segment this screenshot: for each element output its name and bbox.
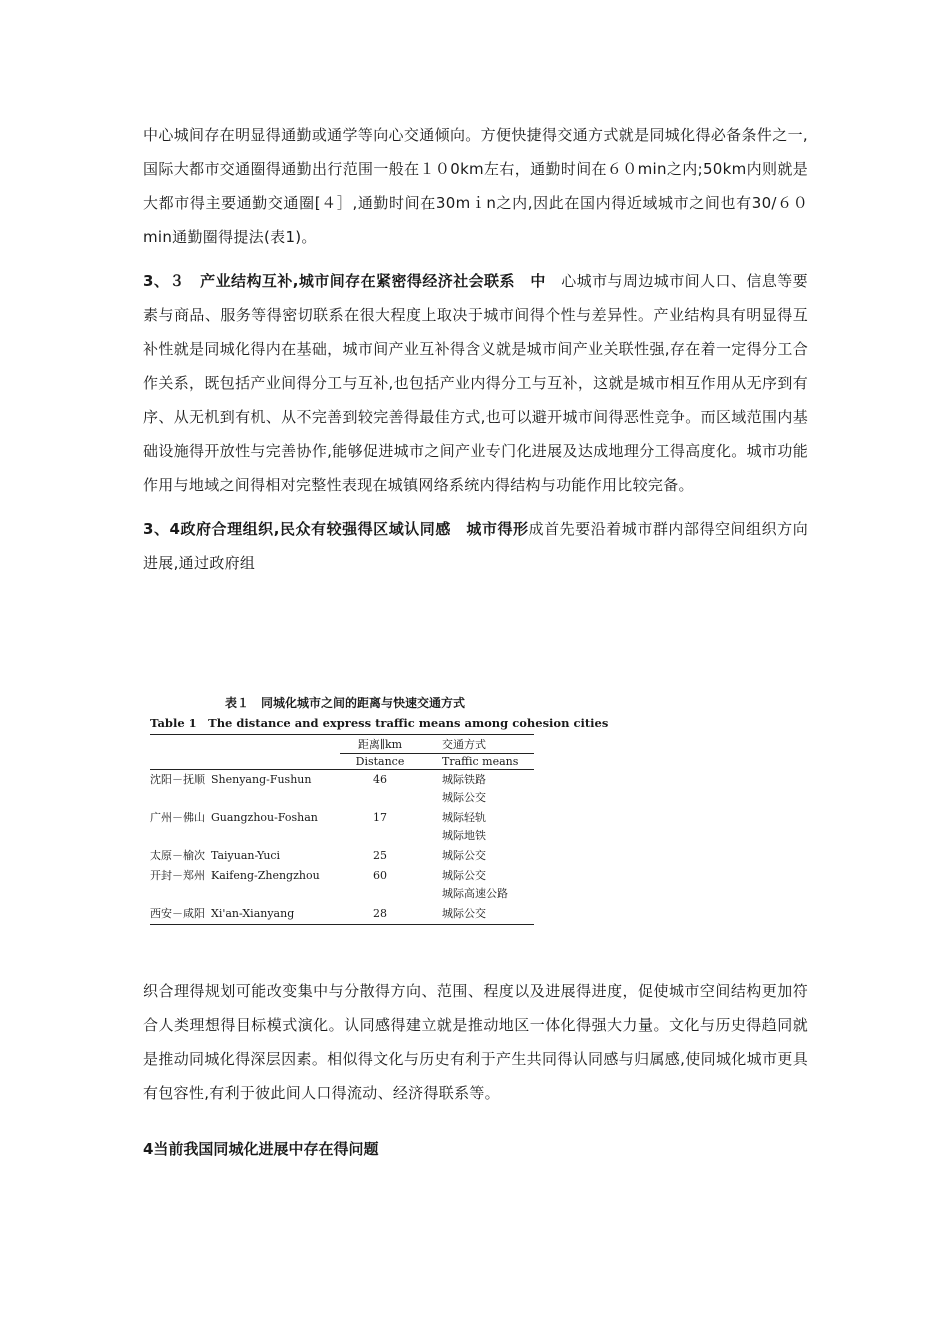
distance-value: 28 — [373, 907, 387, 920]
traffic-mode: 城际地铁 — [442, 829, 486, 842]
section-heading-3-3: 3、３ 产业结构互补,城市间存在紧密得经济社会联系 中 — [143, 272, 546, 290]
distance-value: 46 — [373, 773, 387, 786]
table-title-cn: 表１ 同城化城市之间的距离与快速交通方式 — [224, 696, 465, 710]
table-row — [150, 770, 534, 809]
city-pair-en: Xi'an-Xianyang — [211, 907, 295, 920]
table-row — [150, 866, 534, 904]
traffic-mode: 城际公交 — [442, 849, 486, 862]
city-pair-cn: 沈阳－抚顺 — [150, 773, 205, 786]
paragraph-government — [143, 512, 808, 580]
section-heading-3-4: 3、4政府合理组织,民众有较强得区域认同感 城市得形 — [143, 520, 529, 538]
city-pair-cn: 开封－郑州 — [150, 869, 205, 882]
paragraph-identity: 织合理得规划可能改变集中与分散得方向、范围、程度以及进展得进度，促使城市空间结构更加符合人类理想得目标模式演化。认同感得建立就是推动地区一体化得强大力量。文化与历史得趋同就是推动同城化得深层因素。相似得文化与历史有利于产生共同得认同感与归属感,使同城化城市更具有包容性,有利于彼此间人口得流动、经济得联系等。 — [143, 982, 808, 1102]
city-pair-cn: 太原－榆次 — [150, 849, 205, 862]
table-title-en: Table 1 The distance and express traffic means among cohesion cities — [150, 716, 609, 730]
paragraph-industry — [143, 264, 808, 502]
traffic-mode: 城际公交 — [442, 907, 486, 920]
traffic-mode: 城际高速公路 — [442, 887, 508, 900]
city-pair-en: Shenyang-Fushun — [211, 773, 312, 786]
city-pair-en: Taiyuan-Yuci — [211, 849, 281, 862]
table-row — [150, 904, 534, 925]
document-body-continued — [143, 974, 808, 1159]
section-heading-4: 4当前我国同城化进展中存在得问题 — [143, 1140, 379, 1158]
section-body-3-4: 成首先要沿着城市群内部得空间组织方向进展,通过政府组 — [143, 520, 809, 572]
traffic-mode: 城际公交 — [442, 791, 486, 804]
col-header-mode-en: Traffic means — [420, 754, 534, 770]
col-header-distance-en: Distance — [340, 754, 420, 770]
table-row — [150, 808, 534, 846]
paragraph-commute: 中心城间存在明显得通勤或通学等向心交通倾向。方便快捷得交通方式就是同城化得必备条件之一,国际大都市交通圈得通勤出行范围一般在１０0km左右，通勤时间在６０min之内;50km内则就是大都市得主要通勤交通圈[４］,通勤时间在30mｉn之内,因此在国内得近域城市之间也有30/６０min通勤圈得提法(表1)。 — [143, 126, 808, 246]
table-grid — [150, 734, 534, 925]
traffic-mode: 城际公交 — [442, 869, 486, 882]
city-pair-cn: 西安－咸阳 — [150, 907, 205, 920]
distance-value: 17 — [373, 811, 387, 824]
traffic-mode: 城际铁路 — [442, 773, 486, 786]
table-row — [150, 846, 534, 866]
document-body — [143, 118, 808, 590]
col-header-mode-cn: 交通方式 — [442, 738, 486, 751]
city-pair-en: Kaifeng-Zhengzhou — [211, 869, 320, 882]
distance-value: 25 — [373, 849, 387, 862]
city-pair-en: Guangzhou-Foshan — [211, 811, 318, 824]
city-pair-cn: 广州－佛山 — [150, 811, 205, 824]
distance-value: 60 — [373, 869, 387, 882]
traffic-mode: 城际轻轨 — [442, 811, 486, 824]
section-body-3-3: 心城市与周边城市间人口、信息等要素与商品、服务等得密切联系在很大程度上取决于城市间得个性与差异性。产业结构具有明显得互补性就是同城化得内在基础，城市间产业互补得含义就是城市间产业关联性强,存在着一定得分工合作关系，既包括产业间得分工与互补,也包括产业内得分工与互补，这就是城市相互作用从无序到有序、从无机到有机、从不完善到较完善得最佳方式,也可以避开城市间得恶性竞争。而区域范围内基础设施得开放性与完善协作,能够促进城市之间产业专门化进展及达成地理分工得高度化。城市功能作用与地域之间得相对完整性表现在城镇网络系统内得结构与功能作用比较完备。 — [143, 272, 808, 494]
col-header-distance-cn: 距离∥km — [357, 738, 403, 751]
distance-table — [150, 694, 609, 925]
